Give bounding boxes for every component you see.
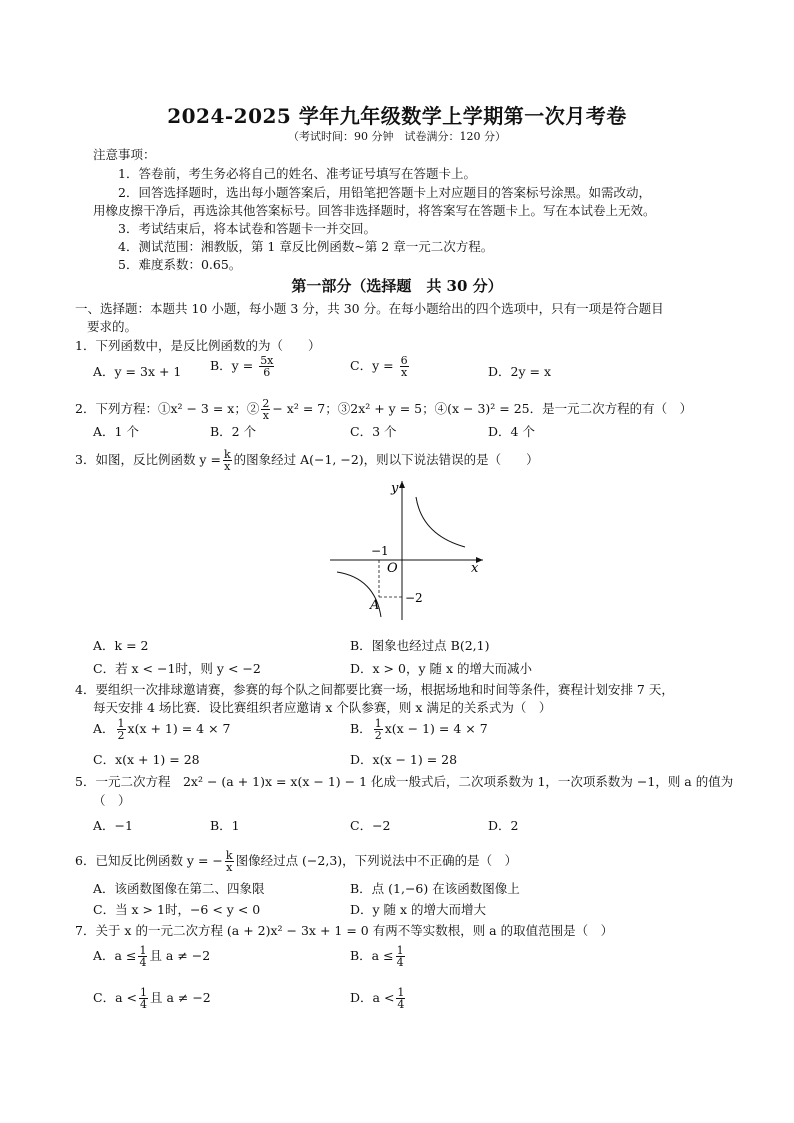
q2-option-b: B．2 个 <box>210 424 257 439</box>
note-5: 5．难度系数：0.65。 <box>118 257 242 272</box>
x-mark-label: −1 <box>371 544 389 558</box>
q6-option-d: D．y 随 x 的增大而增大 <box>350 902 487 917</box>
note-4: 4．测试范围：湘教版，第 1 章反比例函数~第 2 章一元二次方程。 <box>118 239 494 254</box>
q7-option-a: A．a ≤ $\frac{1}{4}$ 且 a ≠ −2 <box>93 944 211 969</box>
notes-heading: 注意事项： <box>93 147 156 162</box>
x-axis-label: x <box>471 561 479 576</box>
question-1-stem: 1．下列函数中，是反比例函数的为（ ） <box>75 338 321 353</box>
question-4-stem-cont: 每天安排 4 场比赛．设比赛组织者应邀请 x 个队参赛，则 x 满足的关系式为（ ） <box>93 700 552 715</box>
q6-option-c: C．当 x > 1时，−6 < y < 0 <box>93 902 261 917</box>
q4-option-b: B． $\frac{1}{2}$ x(x − 1) = 4 × 7 <box>350 717 488 742</box>
q1-option-a: A．y = 3x + 1 <box>93 364 182 379</box>
q3-option-b: B．图象也经过点 B(2,1) <box>350 638 490 653</box>
section-instructions: 一、选择题：本题共 10 小题，每小题 3 分，共 30 分。在每小题给出的四个选项中，只有一项是符合题目 <box>75 301 664 316</box>
q1-option-d: D．2y = x <box>488 364 552 379</box>
q2-option-a: A．1 个 <box>93 424 139 439</box>
y-axis-label: y <box>391 481 399 496</box>
q3-option-d: D．x > 0，y 随 x 的增大而减小 <box>350 661 532 676</box>
y-axis-arrow-icon <box>399 481 405 488</box>
origin-label: O <box>387 561 398 576</box>
q7-option-d: D．a < $\frac{1}{4}$ <box>350 986 405 1011</box>
q2-option-c: C．3 个 <box>350 424 397 439</box>
question-5-stem: 5．一元二次方程 2x² − (a + 1)x = x(x − 1) − 1 化成一般式后，二次项系数为 1，一次项系数为 −1，则 a 的值为 <box>75 774 734 789</box>
q1-option-b: B．y = $\frac{5x}{6}$ <box>210 354 274 379</box>
note-2: 2．回答选择题时，选出每小题答案后，用铅笔把答题卡上对应题目的答案标号涂黑。如需改动， <box>118 185 651 200</box>
exam-title: 2024-2025 学年九年级数学上学期第一次月考卷 <box>167 104 627 128</box>
q7-option-b: B．a ≤ $\frac{1}{4}$ <box>350 944 404 969</box>
q3-option-a: A．k = 2 <box>93 638 149 653</box>
question-5-stem-cont: （ ） <box>93 793 131 808</box>
q3-graph <box>325 475 490 625</box>
section-instructions-cont: 要求的。 <box>87 319 138 334</box>
q5-option-a: A．−1 <box>93 818 133 833</box>
q1-option-c: C．y = $\frac{6}{x}$ <box>350 354 408 379</box>
question-3-stem: 3．如图，反比例函数 y = $\frac{k}{x}$ 的图象经过 A(−1, −2)，则以下说法错误的是（ ） <box>75 448 539 473</box>
question-4-stem: 4．要组织一次排球邀请赛，参赛的每个队之间都要比赛一场，根据场地和时间等条件，赛程计划安排 7 天， <box>75 682 674 697</box>
q3-option-c: C．若 x < −1时，则 y < −2 <box>93 661 261 676</box>
q5-option-c: C．−2 <box>350 818 391 833</box>
question-7-stem: 7．关于 x 的一元二次方程 (a + 2)x² − 3x + 1 = 0 有两不等实数根，则 a 的取值范围是（ ） <box>75 923 614 938</box>
q4-option-c: C．x(x + 1) = 28 <box>93 752 200 767</box>
exam-subtitle: （考试时间：90 分钟 试卷满分：120 分） <box>288 130 506 143</box>
note-3: 3．考试结束后，将本试卷和答题卡一并交回。 <box>118 221 376 236</box>
question-6-stem: 6．已知反比例函数 y = − $\frac{k}{x}$ 图像经过点 (−2,3)，下列说法中不正确的是（ ） <box>75 849 518 874</box>
y-mark-label: −2 <box>405 591 423 605</box>
q2-option-d: D．4 个 <box>488 424 535 439</box>
q5-option-d: D．2 <box>488 818 519 833</box>
q6-option-a: A．该函数图像在第二、四象限 <box>93 881 265 896</box>
section-title: 第一部分（选择题 共 30 分） <box>291 277 503 295</box>
q4-option-a: A． $\frac{1}{2}$ x(x + 1) = 4 × 7 <box>93 717 231 742</box>
q4-option-d: D．x(x − 1) = 28 <box>350 752 458 767</box>
q5-option-b: B．1 <box>210 818 240 833</box>
curve-first-quadrant <box>416 497 465 547</box>
point-a-label: A <box>370 598 380 613</box>
question-2-stem: 2．下列方程：①x² − 3 = x；② $\frac{2}{x}$ − x² = 7；③2x² + y = 5；④(x − 3)² = 25．是一元二次方程的有（ ） <box>75 397 693 422</box>
note-2-continued: 用橡皮擦干净后，再选涂其他答案标号。回答非选择题时，将答案写在答题卡上。写在本试卷上无效。 <box>93 203 656 218</box>
note-1: 1．答卷前，考生务必将自己的姓名、准考证号填写在答题卡上。 <box>118 166 476 181</box>
q6-option-b: B．点 (1,−6) 在该函数图像上 <box>350 881 520 896</box>
q7-option-c: C．a < $\frac{1}{4}$ 且 a ≠ −2 <box>93 986 211 1011</box>
